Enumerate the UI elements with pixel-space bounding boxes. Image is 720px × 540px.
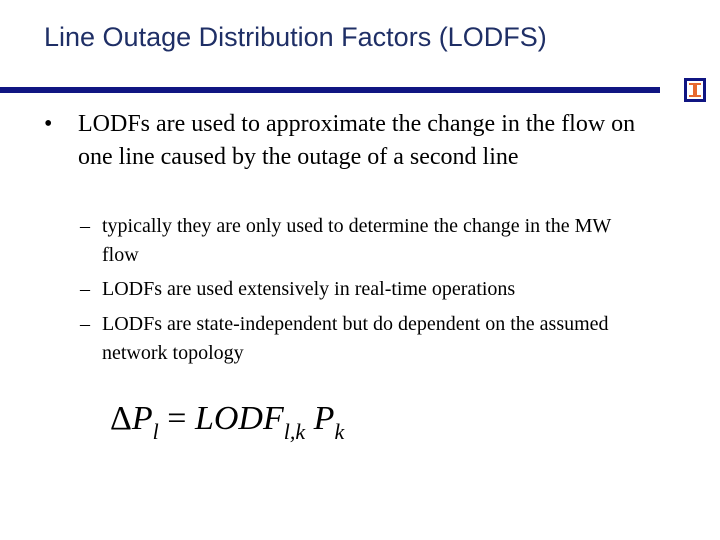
equation-lhs-var: P (131, 400, 153, 437)
sub-bullet-mark: – (80, 313, 90, 335)
sub-bullet-text: LODFs are used extensively in real-time operations (102, 278, 516, 300)
slide-title: Line Outage Distribution Factors (LODFS) (44, 22, 547, 52)
sub-bullet-mark: – (80, 215, 90, 237)
sub-bullet-text: LODFs are state-independent but do dependent on the assumed network topology (102, 313, 609, 364)
bullet-mark: • (44, 111, 53, 137)
lodf-equation (110, 400, 344, 445)
bullet-text: LODFs are used to approximate the change in the flow on one line caused by the outage of a second line (78, 111, 636, 170)
sub-bullet-3 (80, 310, 640, 368)
main-bullet (44, 108, 644, 174)
sub-bullet-2 (80, 275, 640, 304)
equation-delta: Δ (110, 400, 132, 437)
sub-bullet-mark: – (80, 278, 90, 300)
title-underline (0, 87, 660, 93)
equation-rhs-var: P (313, 400, 335, 437)
equation-equals: = (158, 400, 195, 437)
illinois-block-i-icon (684, 78, 706, 102)
sub-bullet-text: typically they are only used to determine the change in the MW flow (102, 215, 611, 266)
sub-bullet-1 (80, 212, 640, 270)
equation-factor: LODF (194, 400, 284, 437)
equation-rhs-sub: k (334, 419, 345, 444)
equation-factor-sub: l,k (283, 419, 306, 444)
logo-inner (687, 81, 703, 99)
equation-lhs-sub: l (152, 419, 159, 444)
logo-bar-bottom (689, 95, 701, 97)
